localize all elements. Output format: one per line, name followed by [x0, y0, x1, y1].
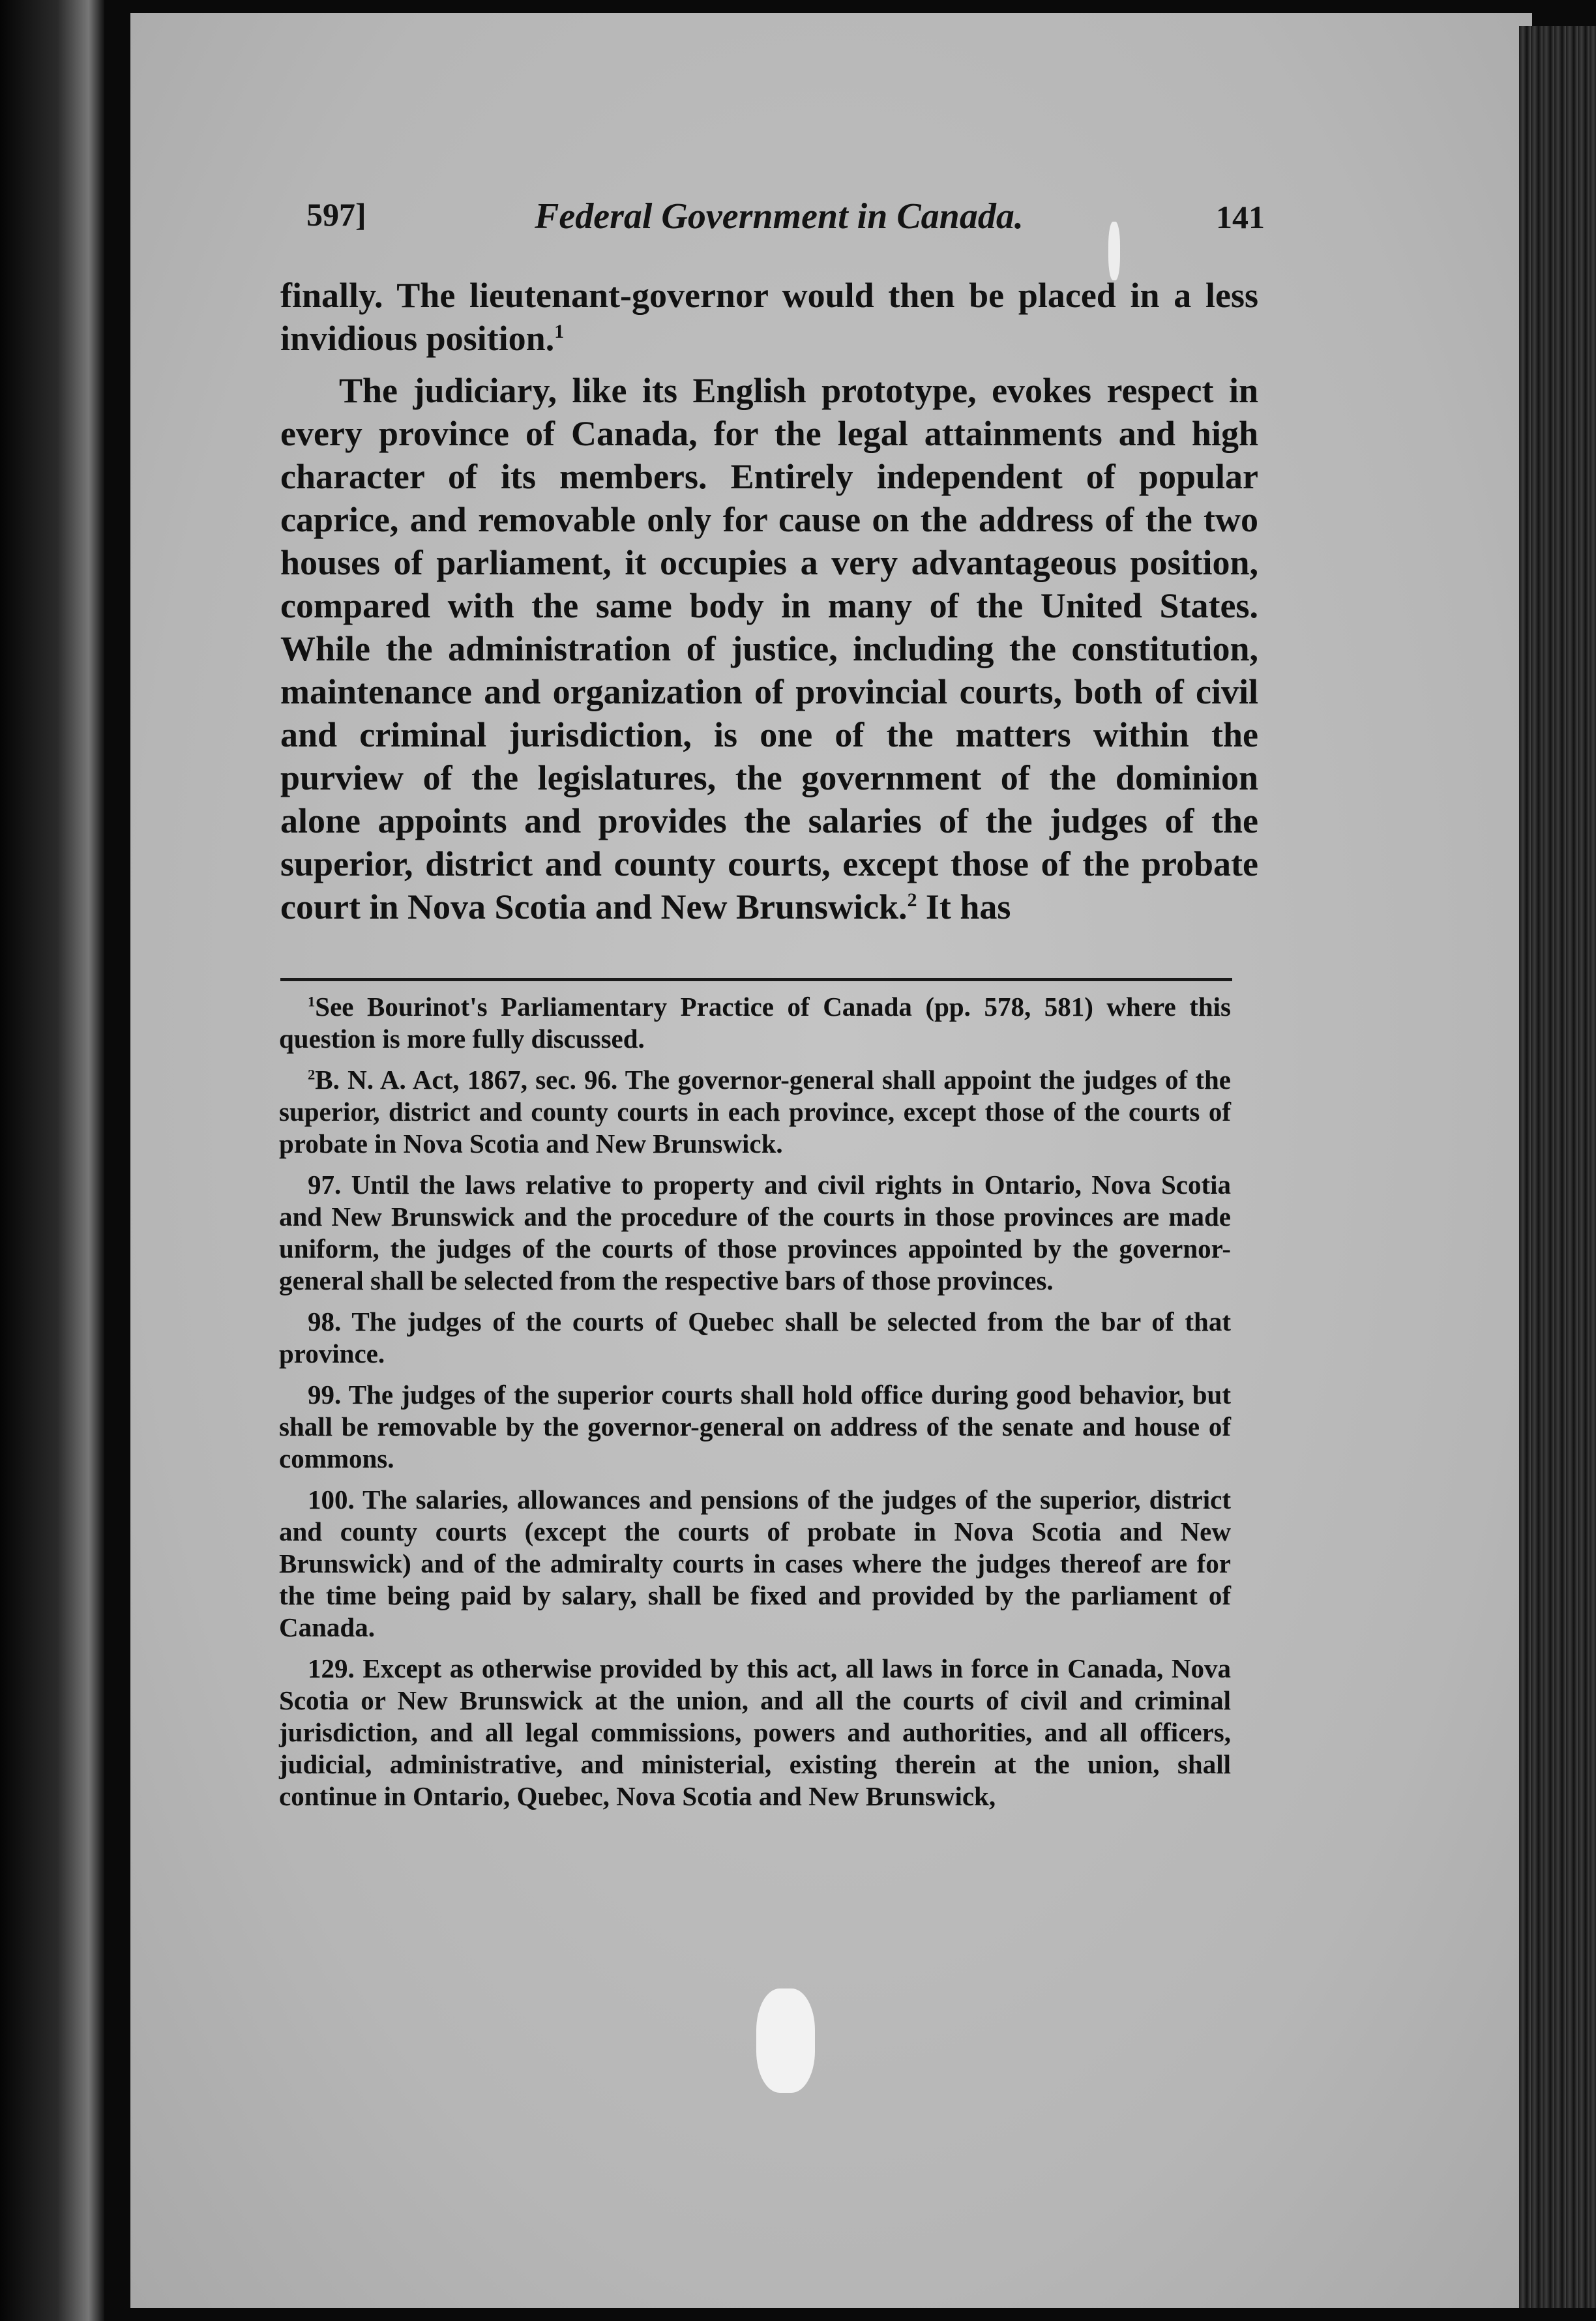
footnote-reference: 1 [554, 321, 565, 342]
footnote-section: 100. The salaries, allowances and pensions of the judges of the superior, district and county courts (except the courts of probate in Nova Scotia and New Brunswick) and of the admiralty courts in cases where the judges thereof are for the time being paid by salary, shall be fixed and provided by the parliament of Canada. [279, 1485, 1231, 1642]
footnote-divider [280, 978, 1232, 981]
paragraph: finally. The lieutenant-governor would then be placed in a less invidious position.$^1$ [280, 276, 1258, 358]
page-header [306, 196, 1265, 248]
paper-damage-spot [756, 1988, 815, 2093]
main-text [280, 274, 1258, 928]
footnote-reference: 2 [907, 890, 917, 911]
footnote: $^2$B. N. A. Act, 1867, sec. 96. The governor-general shall appoint the judges of the superior, district and county courts in each province, except those of the courts of probate in Nova Scotia and New Brunswick. [279, 1065, 1231, 1159]
running-title: Federal Government in Canada. [535, 196, 1024, 237]
footnote-section: 98. The judges of the courts of Quebec shall be selected from the bar of that province. [279, 1307, 1231, 1368]
footnote-section: 129. Except as otherwise provided by this act, all laws in force in Canada, Nova Scotia or New Brunswick at the union, and all the courts of civil and criminal jurisdiction, and all legal commissions, powers and authorities, and all officers, judicial, administrative, and ministerial, existing therein at the union, shall continue in Ontario, Quebec, Nova Scotia and New Brunswick, [279, 1653, 1231, 1811]
paragraph: The judiciary, like its English prototype, evokes respect in every province of Canada, for the legal attainments and high character of its members. Entirely independent of popular caprice, and removable only for cause on the address of the two houses of parliament, it occupies a very advantageous position, compared with the same body in many of the United States. While the administration of justice, including the constitution, maintenance and organization of provincial courts, both of civil and criminal jurisdiction, is one of the matters within the purview of the legislatures, the government of the dominion alone appoints and provides the salaries of the judges of the superior, district and county courts, except those of the probate court in Nova Scotia and New Brunswick.$^2$ It has [280, 371, 1258, 926]
footnote: $^1$See Bourinot's Parliamentary Practice of Canada (pp. 578, 581) where this question is more fully discussed. [279, 992, 1231, 1054]
footnote-section: 97. Until the laws relative to property and civil rights in Ontario, Nova Scotia and New Brunswick and the procedure of the courts in those provinces are made uniform, the judges of the courts of those provinces appointed by the governor-general shall be selected from the respective bars of those provinces. [279, 1170, 1231, 1295]
footnotes [279, 991, 1231, 1822]
facing-page-edge [0, 0, 104, 2321]
book-binding [1519, 26, 1596, 2308]
footnote-section: 99. The judges of the superior courts shall hold office during good behavior, but shall be removable by the governor-general on address of the senate and house of commons. [279, 1380, 1231, 1473]
left-page-number: 597] [306, 196, 366, 233]
page-number: 141 [1216, 199, 1265, 235]
